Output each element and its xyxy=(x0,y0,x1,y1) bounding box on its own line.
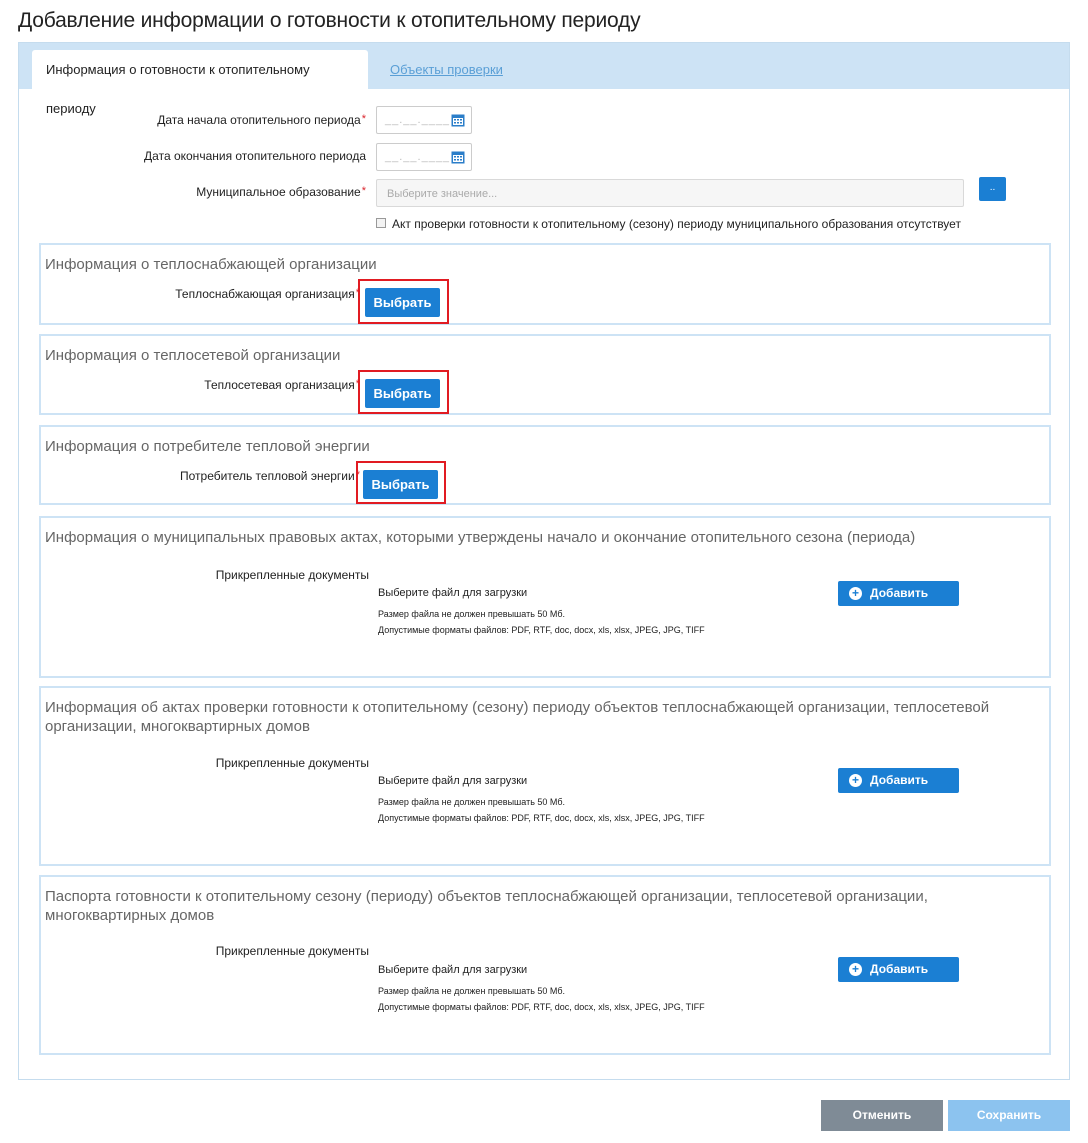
add-file-label: Добавить файл xyxy=(870,773,929,812)
section-title: Информация о потребителе тепловой энергии xyxy=(45,438,370,455)
end-date-label: Дата окончания отопительного периода xyxy=(144,149,366,163)
municipality-select[interactable] xyxy=(376,179,964,207)
file-size-note: Размер файла не должен превышать 50 Мб. xyxy=(378,609,566,619)
file-select-prompt: Выберите файл для загрузки xyxy=(378,775,528,787)
select-heat-supply-button[interactable]: Выбрать xyxy=(365,288,440,317)
attached-docs-label: Прикрепленные документы xyxy=(215,568,369,582)
start-date-label xyxy=(19,113,366,127)
section-title: Информация о муниципальных правовых актах, которыми утверждены начало и окончание отопительного сезона (периода) xyxy=(45,529,916,546)
select-consumer-button[interactable]: Выбрать xyxy=(363,470,438,499)
heat-network-label xyxy=(41,378,360,392)
plus-circle-icon: + xyxy=(849,774,862,787)
file-formats-note: Допустимые форматы файлов: PDF, RTF, doc, docx, xls, xlsx, JPEG, JPG, TIFF xyxy=(378,813,705,823)
heat-network-label-text: Теплосетевая организация xyxy=(204,378,355,392)
section-passports xyxy=(39,875,1051,1055)
consumer-label-text: Потребитель тепловой энергии xyxy=(179,469,355,483)
cancel-button[interactable]: Отменить xyxy=(821,1100,943,1131)
end-date-placeholder: __.__.____ xyxy=(385,151,451,163)
page-title: Добавление информации о готовности к отопительному периоду xyxy=(18,9,641,32)
select-heat-network-button[interactable]: Выбрать xyxy=(365,379,440,408)
section-heat-network xyxy=(39,334,1051,415)
plus-circle-icon: + xyxy=(849,963,862,976)
required-mark: * xyxy=(361,185,366,197)
calendar-icon[interactable] xyxy=(451,113,465,127)
add-file-label: Добавить файл xyxy=(870,962,929,1001)
required-mark: * xyxy=(361,113,366,125)
section-consumer xyxy=(39,425,1051,505)
section-title: Паспорта готовности к отопительному сезону (периоду) объектов теплоснабжающей организации, теплосетевой организации, многоквартирных домов xyxy=(45,888,928,924)
file-select-prompt: Выберите файл для загрузки xyxy=(378,587,528,599)
start-date-label-text: Дата начала отопительного периода xyxy=(157,113,361,127)
consumer-label xyxy=(41,469,360,483)
section-title: Информация об актах проверки готовности к отопительному (сезону) периоду объектов теплоснабжающей организации, теплосетевой организации, многоквартирных домов xyxy=(45,699,990,735)
attached-docs-label: Прикрепленные документы xyxy=(215,756,369,770)
heat-supply-label xyxy=(41,287,360,301)
end-date-input[interactable] xyxy=(376,143,472,171)
municipality-lookup-button[interactable]: .. xyxy=(979,177,1006,201)
tabs-bar xyxy=(19,43,1069,116)
municipality-label xyxy=(19,185,366,199)
calendar-icon[interactable] xyxy=(451,150,465,164)
heat-supply-label-text: Теплоснабжающая организация xyxy=(175,287,355,301)
plus-circle-icon: + xyxy=(849,587,862,600)
section-legal-acts xyxy=(39,516,1051,678)
start-date-placeholder: __.__.____ xyxy=(385,114,451,126)
add-file-button[interactable] xyxy=(838,957,959,1001)
add-file-label: Добавить файл xyxy=(870,586,929,625)
file-formats-note: Допустимые форматы файлов: PDF, RTF, doc, docx, xls, xlsx, JPEG, JPG, TIFF xyxy=(378,625,705,635)
add-file-button[interactable] xyxy=(838,768,959,812)
highlight-frame xyxy=(355,279,449,324)
attached-docs-label: Прикрепленные документы xyxy=(215,944,369,958)
file-formats-note: Допустимые форматы файлов: PDF, RTF, doc, docx, xls, xlsx, JPEG, JPG, TIFF xyxy=(378,1002,705,1012)
no-act-checkbox[interactable] xyxy=(376,218,386,228)
main-card xyxy=(18,42,1070,1080)
municipality-placeholder: Выберите значение... xyxy=(387,188,498,200)
section-inspection-acts xyxy=(39,686,1051,866)
no-act-checkbox-label: Акт проверки готовности к отопительному (сезону) периоду муниципального образования отсутствует xyxy=(392,217,961,231)
required-mark: * xyxy=(355,469,360,481)
municipality-label-text: Муниципальное образование xyxy=(196,185,361,199)
required-mark: * xyxy=(355,378,360,390)
tab-inspection-objects[interactable]: Объекты проверки xyxy=(390,62,503,77)
file-size-note: Размер файла не должен превышать 50 Мб. xyxy=(378,986,566,996)
section-heat-supply xyxy=(39,243,1051,325)
add-file-button[interactable] xyxy=(838,581,959,625)
tab-readiness-info[interactable]: Информация о готовности к отопительному периоду xyxy=(32,50,368,89)
file-select-prompt: Выберите файл для загрузки xyxy=(378,964,528,976)
required-mark: * xyxy=(355,287,360,299)
start-date-input[interactable] xyxy=(376,106,472,134)
section-title: Информация о теплоснабжающей организации xyxy=(45,256,377,273)
highlight-frame xyxy=(356,461,446,504)
section-title: Информация о теплосетевой организации xyxy=(45,347,341,364)
file-size-note: Размер файла не должен превышать 50 Мб. xyxy=(378,797,566,807)
save-button[interactable]: Сохранить xyxy=(948,1100,1070,1131)
highlight-frame xyxy=(355,370,449,414)
